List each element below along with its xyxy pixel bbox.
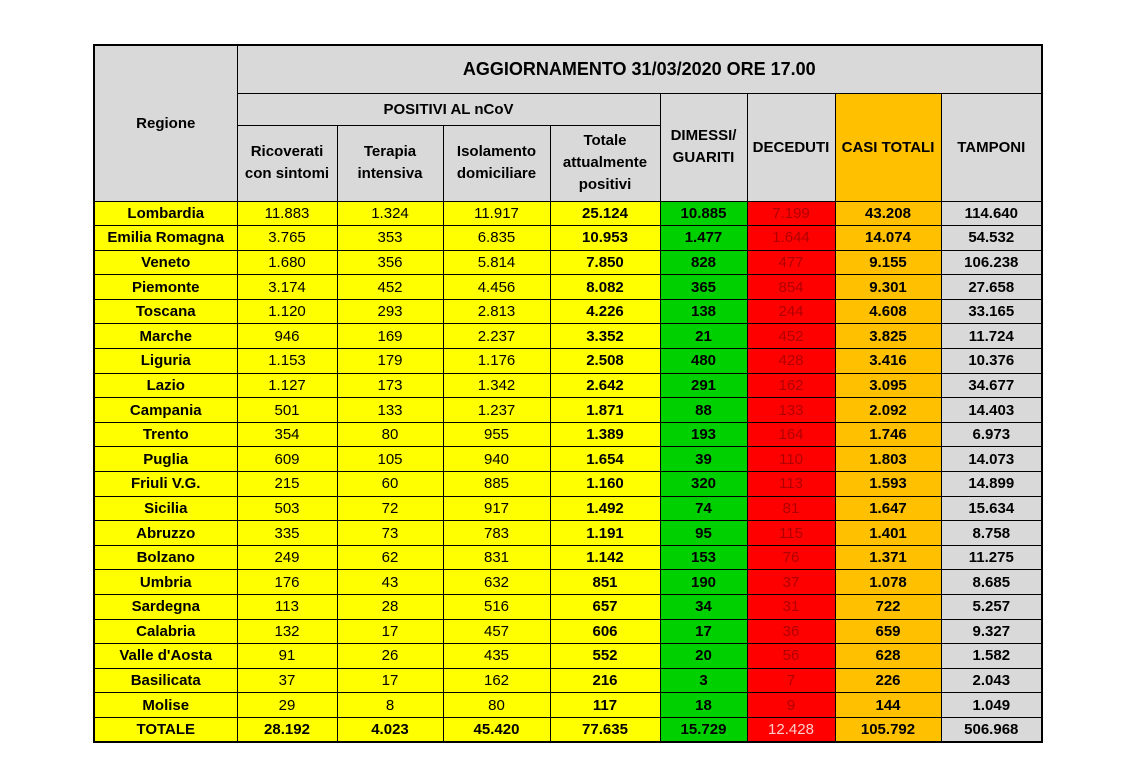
cell-tamponi: 8.685 (941, 570, 1042, 595)
cell-ricoverati: 37 (237, 668, 337, 693)
cell-tamponi: 5.257 (941, 595, 1042, 620)
cell-dimessi: 193 (660, 422, 747, 447)
cell-deceduti: 115 (747, 521, 835, 546)
cell-dimessi: 20 (660, 644, 747, 669)
cell-casi-totali: 1.371 (835, 545, 941, 570)
cell-isolamento: 4.456 (443, 275, 550, 300)
cell-isolamento: 80 (443, 693, 550, 718)
cell-ricoverati: 1.127 (237, 373, 337, 398)
cell-dimessi: 828 (660, 250, 747, 275)
cell-totale-positivi: 1.871 (550, 398, 660, 423)
cell-totale-positivi: 606 (550, 619, 660, 644)
cell-casi-totali: 144 (835, 693, 941, 718)
cell-totale-positivi: 2.508 (550, 349, 660, 374)
cell-regione: Trento (94, 422, 237, 447)
table-row (94, 619, 1042, 644)
cell-tamponi: 54.532 (941, 226, 1042, 251)
cell-deceduti: 56 (747, 644, 835, 669)
cell-casi-totali: 1.593 (835, 472, 941, 497)
total-dimessi: 15.729 (660, 717, 747, 742)
cell-deceduti: 244 (747, 299, 835, 324)
cell-deceduti: 37 (747, 570, 835, 595)
cell-deceduti: 428 (747, 349, 835, 374)
cell-isolamento: 940 (443, 447, 550, 472)
cell-casi-totali: 1.078 (835, 570, 941, 595)
cell-regione: Sardegna (94, 595, 237, 620)
cell-ricoverati: 91 (237, 644, 337, 669)
cell-regione: Molise (94, 693, 237, 718)
cell-ricoverati: 11.883 (237, 201, 337, 226)
cell-dimessi: 365 (660, 275, 747, 300)
cell-ricoverati: 501 (237, 398, 337, 423)
cell-regione: Valle d'Aosta (94, 644, 237, 669)
cell-terapia: 179 (337, 349, 443, 374)
cell-casi-totali: 659 (835, 619, 941, 644)
cell-isolamento: 1.176 (443, 349, 550, 374)
cell-dimessi: 190 (660, 570, 747, 595)
total-deceduti: 12.428 (747, 717, 835, 742)
cell-isolamento: 162 (443, 668, 550, 693)
cell-casi-totali: 2.092 (835, 398, 941, 423)
cell-isolamento: 457 (443, 619, 550, 644)
cell-terapia: 72 (337, 496, 443, 521)
table-row (94, 299, 1042, 324)
total-isolamento: 45.420 (443, 717, 550, 742)
cell-terapia: 293 (337, 299, 443, 324)
cell-tamponi: 9.327 (941, 619, 1042, 644)
cell-isolamento: 516 (443, 595, 550, 620)
cell-tamponi: 14.403 (941, 398, 1042, 423)
cell-dimessi: 1.477 (660, 226, 747, 251)
cell-regione: Marche (94, 324, 237, 349)
cell-dimessi: 39 (660, 447, 747, 472)
cell-terapia: 173 (337, 373, 443, 398)
cell-deceduti: 110 (747, 447, 835, 472)
cell-totale-positivi: 216 (550, 668, 660, 693)
cell-regione: Toscana (94, 299, 237, 324)
table-row (94, 570, 1042, 595)
cell-tamponi: 11.275 (941, 545, 1042, 570)
cell-regione: Veneto (94, 250, 237, 275)
total-casi-totali: 105.792 (835, 717, 941, 742)
cell-deceduti: 133 (747, 398, 835, 423)
cell-totale-positivi: 1.160 (550, 472, 660, 497)
cell-ricoverati: 609 (237, 447, 337, 472)
cell-terapia: 1.324 (337, 201, 443, 226)
cell-tamponi: 10.376 (941, 349, 1042, 374)
cell-terapia: 28 (337, 595, 443, 620)
total-ricoverati: 28.192 (237, 717, 337, 742)
cell-terapia: 169 (337, 324, 443, 349)
cell-isolamento: 2.813 (443, 299, 550, 324)
cell-isolamento: 783 (443, 521, 550, 546)
cell-regione: Abruzzo (94, 521, 237, 546)
cell-tamponi: 106.238 (941, 250, 1042, 275)
table-row (94, 595, 1042, 620)
cell-terapia: 60 (337, 472, 443, 497)
cell-terapia: 43 (337, 570, 443, 595)
cell-ricoverati: 1.120 (237, 299, 337, 324)
cell-casi-totali: 722 (835, 595, 941, 620)
cell-isolamento: 632 (443, 570, 550, 595)
table-row (94, 472, 1042, 497)
cell-casi-totali: 14.074 (835, 226, 941, 251)
cell-casi-totali: 1.647 (835, 496, 941, 521)
cell-regione: Campania (94, 398, 237, 423)
cell-deceduti: 452 (747, 324, 835, 349)
cell-totale-positivi: 4.226 (550, 299, 660, 324)
table-row (94, 398, 1042, 423)
cell-ricoverati: 354 (237, 422, 337, 447)
table-row (94, 496, 1042, 521)
table-row (94, 422, 1042, 447)
cell-terapia: 62 (337, 545, 443, 570)
cell-casi-totali: 3.416 (835, 349, 941, 374)
cell-deceduti: 477 (747, 250, 835, 275)
cell-regione: Puglia (94, 447, 237, 472)
cell-ricoverati: 215 (237, 472, 337, 497)
cell-ricoverati: 946 (237, 324, 337, 349)
cell-totale-positivi: 8.082 (550, 275, 660, 300)
cell-regione: Basilicata (94, 668, 237, 693)
cell-deceduti: 7.199 (747, 201, 835, 226)
cell-ricoverati: 29 (237, 693, 337, 718)
cell-casi-totali: 9.155 (835, 250, 941, 275)
cell-regione: Bolzano (94, 545, 237, 570)
cell-tamponi: 6.973 (941, 422, 1042, 447)
cell-terapia: 17 (337, 619, 443, 644)
table-row (94, 349, 1042, 374)
cell-ricoverati: 176 (237, 570, 337, 595)
table-row (94, 447, 1042, 472)
cell-regione: Lombardia (94, 201, 237, 226)
cell-ricoverati: 113 (237, 595, 337, 620)
cell-totale-positivi: 1.191 (550, 521, 660, 546)
cell-totale-positivi: 1.654 (550, 447, 660, 472)
header-dimessi: DIMESSI/ GUARITI (660, 93, 747, 201)
cell-isolamento: 1.342 (443, 373, 550, 398)
cell-casi-totali: 1.746 (835, 422, 941, 447)
cell-casi-totali: 3.825 (835, 324, 941, 349)
cell-casi-totali: 628 (835, 644, 941, 669)
cell-isolamento: 1.237 (443, 398, 550, 423)
header-terapia: Terapia intensiva (337, 125, 443, 201)
cell-dimessi: 74 (660, 496, 747, 521)
cell-dimessi: 138 (660, 299, 747, 324)
cell-totale-positivi: 552 (550, 644, 660, 669)
cell-dimessi: 88 (660, 398, 747, 423)
header-isolamento: Isolamento domiciliare (443, 125, 550, 201)
table-body (94, 201, 1042, 742)
cell-deceduti: 113 (747, 472, 835, 497)
cell-tamponi: 114.640 (941, 201, 1042, 226)
cell-tamponi: 8.758 (941, 521, 1042, 546)
table-row (94, 521, 1042, 546)
cell-totale-positivi: 1.389 (550, 422, 660, 447)
cell-tamponi: 14.899 (941, 472, 1042, 497)
cell-terapia: 356 (337, 250, 443, 275)
cell-terapia: 105 (337, 447, 443, 472)
cell-tamponi: 1.049 (941, 693, 1042, 718)
cell-isolamento: 917 (443, 496, 550, 521)
cell-isolamento: 435 (443, 644, 550, 669)
cell-casi-totali: 1.401 (835, 521, 941, 546)
cell-isolamento: 6.835 (443, 226, 550, 251)
total-row (94, 717, 1042, 742)
cell-dimessi: 34 (660, 595, 747, 620)
cell-deceduti: 76 (747, 545, 835, 570)
cell-regione: Piemonte (94, 275, 237, 300)
cell-tamponi: 15.634 (941, 496, 1042, 521)
cell-terapia: 133 (337, 398, 443, 423)
cell-isolamento: 955 (443, 422, 550, 447)
cell-terapia: 73 (337, 521, 443, 546)
cell-terapia: 26 (337, 644, 443, 669)
cell-dimessi: 480 (660, 349, 747, 374)
covid-regional-table (93, 44, 1043, 743)
cell-deceduti: 164 (747, 422, 835, 447)
cell-isolamento: 831 (443, 545, 550, 570)
cell-dimessi: 320 (660, 472, 747, 497)
cell-deceduti: 162 (747, 373, 835, 398)
cell-regione: Liguria (94, 349, 237, 374)
cell-tamponi: 1.582 (941, 644, 1042, 669)
cell-totale-positivi: 1.492 (550, 496, 660, 521)
cell-regione: Sicilia (94, 496, 237, 521)
cell-totale-positivi: 117 (550, 693, 660, 718)
cell-tamponi: 33.165 (941, 299, 1042, 324)
cell-ricoverati: 1.153 (237, 349, 337, 374)
cell-regione: Emilia Romagna (94, 226, 237, 251)
cell-terapia: 452 (337, 275, 443, 300)
cell-terapia: 8 (337, 693, 443, 718)
cell-ricoverati: 335 (237, 521, 337, 546)
cell-dimessi: 17 (660, 619, 747, 644)
cell-deceduti: 36 (747, 619, 835, 644)
header-totale-positivi: Totale attualmente positivi (550, 125, 660, 201)
table-row (94, 693, 1042, 718)
cell-regione: Lazio (94, 373, 237, 398)
cell-casi-totali: 3.095 (835, 373, 941, 398)
cell-deceduti: 9 (747, 693, 835, 718)
cell-casi-totali: 1.803 (835, 447, 941, 472)
cell-totale-positivi: 7.850 (550, 250, 660, 275)
cell-tamponi: 2.043 (941, 668, 1042, 693)
cell-deceduti: 31 (747, 595, 835, 620)
table-row (94, 275, 1042, 300)
cell-isolamento: 885 (443, 472, 550, 497)
cell-totale-positivi: 2.642 (550, 373, 660, 398)
table-row (94, 668, 1042, 693)
header-tamponi: TAMPONI (941, 93, 1042, 201)
header-title: AGGIORNAMENTO 31/03/2020 ORE 17.00 (237, 45, 1042, 93)
cell-isolamento: 11.917 (443, 201, 550, 226)
cell-ricoverati: 503 (237, 496, 337, 521)
table-row (94, 324, 1042, 349)
cell-casi-totali: 226 (835, 668, 941, 693)
cell-tamponi: 27.658 (941, 275, 1042, 300)
cell-terapia: 17 (337, 668, 443, 693)
cell-totale-positivi: 3.352 (550, 324, 660, 349)
cell-regione: Calabria (94, 619, 237, 644)
cell-dimessi: 3 (660, 668, 747, 693)
cell-regione: Umbria (94, 570, 237, 595)
cell-ricoverati: 3.765 (237, 226, 337, 251)
cell-regione: Friuli V.G. (94, 472, 237, 497)
cell-dimessi: 21 (660, 324, 747, 349)
cell-totale-positivi: 657 (550, 595, 660, 620)
cell-tamponi: 11.724 (941, 324, 1042, 349)
total-tamponi: 506.968 (941, 717, 1042, 742)
cell-ricoverati: 1.680 (237, 250, 337, 275)
cell-dimessi: 291 (660, 373, 747, 398)
cell-dimessi: 153 (660, 545, 747, 570)
cell-ricoverati: 249 (237, 545, 337, 570)
table-row (94, 644, 1042, 669)
cell-dimessi: 18 (660, 693, 747, 718)
cell-deceduti: 7 (747, 668, 835, 693)
header-casi-totali: CASI TOTALI (835, 93, 941, 201)
cell-ricoverati: 3.174 (237, 275, 337, 300)
table-row (94, 226, 1042, 251)
header-ricoverati: Ricoverati con sintomi (237, 125, 337, 201)
total-regione: TOTALE (94, 717, 237, 742)
cell-deceduti: 854 (747, 275, 835, 300)
header-regione: Regione (94, 45, 237, 201)
table-row (94, 545, 1042, 570)
cell-terapia: 80 (337, 422, 443, 447)
table-row (94, 373, 1042, 398)
cell-deceduti: 81 (747, 496, 835, 521)
cell-isolamento: 2.237 (443, 324, 550, 349)
cell-totale-positivi: 1.142 (550, 545, 660, 570)
header-positivi: POSITIVI AL nCoV (237, 93, 660, 125)
cell-casi-totali: 9.301 (835, 275, 941, 300)
cell-casi-totali: 43.208 (835, 201, 941, 226)
header-deceduti: DECEDUTI (747, 93, 835, 201)
cell-casi-totali: 4.608 (835, 299, 941, 324)
total-totale-positivi: 77.635 (550, 717, 660, 742)
total-terapia: 4.023 (337, 717, 443, 742)
cell-isolamento: 5.814 (443, 250, 550, 275)
cell-deceduti: 1.644 (747, 226, 835, 251)
cell-ricoverati: 132 (237, 619, 337, 644)
cell-terapia: 353 (337, 226, 443, 251)
cell-dimessi: 10.885 (660, 201, 747, 226)
cell-totale-positivi: 851 (550, 570, 660, 595)
table-row (94, 201, 1042, 226)
cell-dimessi: 95 (660, 521, 747, 546)
cell-totale-positivi: 10.953 (550, 226, 660, 251)
cell-totale-positivi: 25.124 (550, 201, 660, 226)
cell-tamponi: 34.677 (941, 373, 1042, 398)
cell-tamponi: 14.073 (941, 447, 1042, 472)
table-row (94, 250, 1042, 275)
